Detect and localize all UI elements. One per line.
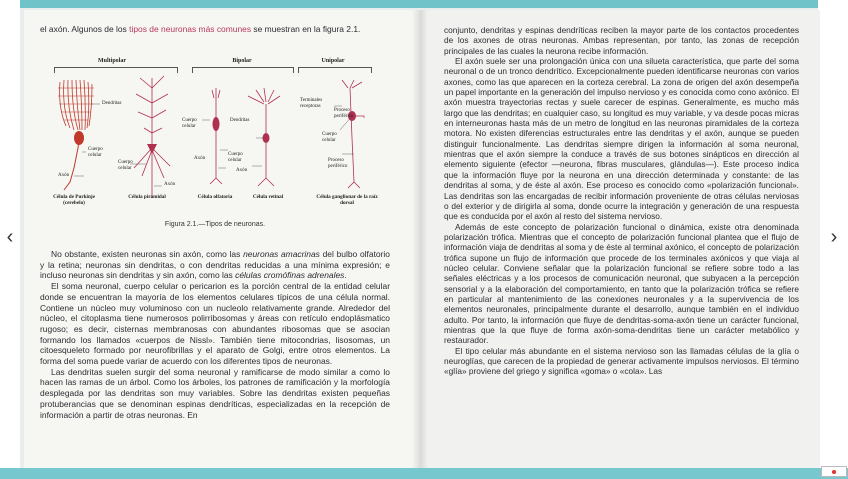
book-gutter [412, 10, 428, 468]
group-header-bipolar: Bipolar [232, 58, 252, 64]
label-axon-a: Axón [58, 173, 70, 178]
viewer-top-bar [0, 0, 848, 8]
name-ganglionar: Célula ganglionar de la raíz dorsal [316, 194, 378, 207]
name-piramidal: Célula piramidal [128, 194, 166, 200]
pyramidal-cell-drawing [134, 76, 170, 198]
label-axon-c: Axón [194, 156, 206, 161]
paragraph: Además de este concepto de polarización funcional o dinámica, existe otra denominada polarización trófica. Mientras que el concepto de polarización funcional plantea que el flujo de información viaja de dendritas al soma y de éste al terminal axónico, el concepto de polarización trófica supone un flujo de información que procede de los terminales axónicos y que viaja al núcleo celular. Conviene señalar que la polarización funcional se refiere sobre todo a las señales eléctricas y a los procesos de comunicación neuronal, que subyacen a la percepción sensorial y a la elaboración del comportamiento, en tanto que la polarización trófica se refiere en particular al mantenimiento de las conexiones neuronales y a la supervivencia de los elementos neuronales, principalmente durante el desarrollo, aunque también en el individuo adulto. Por tanto, la información que fluye de dendritas-soma-axón tiene un carácter funcional, mientras que la que fluye de forma axón-soma-dendritas tiene un carácter metabólico y restaurador. [444, 221, 799, 346]
olfactory-cell-drawing [210, 88, 222, 184]
label-dendritas-c: Dendritas [230, 118, 250, 123]
name-purkinje: Célula de Purkinje (cerebelo) [53, 194, 95, 207]
left-body-text [40, 249, 390, 420]
label-cuerpo-celular-e: Cuerpo celular [322, 132, 337, 143]
figure-caption: Figura 2.1.—Tipos de neuronas. [164, 221, 266, 228]
paragraph: No obstante, existen neuronas sin axón, como las neuronas amacrinas del bulbo olfatorio y la retina; neuronas sin dendritas, o con dendritas reducidas a una mínima expresión; e incluso neuronas sin dendritas y sin axón, como las células cromófinas adrenales. [40, 249, 390, 281]
name-retinal: Célula retinal [252, 194, 284, 200]
viewer-logo-badge [821, 466, 847, 477]
right-body-text [444, 25, 799, 377]
group-header-unipolar: Unipolar [321, 58, 345, 64]
next-page-button[interactable]: › [830, 226, 838, 248]
label-dendritas-a: Dendritas [102, 101, 122, 106]
paragraph: Las dendritas suelen surgir del soma neuronal y ramificarse de modo similar a como lo hacen las ramas de un árbol. Como los árboles, los patrones de ramificación y la morfología desplegada por las dendritas son muy variables. Sobre las dendritas existen pequeñas protuberancias que se denominan espinas dendríticas, especializadas en la recepción de información a partir de otras neuronas. En [40, 366, 390, 420]
label-proceso-periferico-a: Proceso periférico [334, 108, 354, 119]
label-cuerpo-celular-b: Cuerpo celular [118, 160, 133, 171]
retinal-cell-drawing [248, 88, 280, 186]
paragraph: El tipo celular más abundante en el sistema nervioso son las llamadas células de la glía o neuroglías, que carecen de la propiedad de generar activamente impulsos nerviosos. El término «glía» proviene del griego y significa «goma» o «cola». Las [444, 345, 799, 377]
label-terminales-receptoras: Terminales receptoras [300, 98, 323, 109]
left-intro-paragraph: el axón. Algunos de los tipos de neuronas más comunes se muestran en la figura 2.1. [40, 24, 361, 34]
paragraph: El axón suele ser una prolongación única con una silueta característica, que parte del soma neuronal o de un tronco dendrítico. Excepcionalmente pueden identificarse neuronas con varios axones, como las que aparecen en la corteza cerebral. La zona de origen del axón desempeña un papel importante en la generación del impulso nervioso y es conocida como cono axónico. El axón muestra trayectorias rectas y suele carecer de espinas. Generalmente, es mucho más largo que las dendritas; en cualquier caso, su longitud es muy variable, y va desde pocas micras en interneuronas hasta más de un metro de longitud en las neuronas piramidales de la corteza motora. No existen diferencias estructurales entre las dendritas y el axón, aunque se pueden distinguir funcionalmente. Las dendritas siempre dirigen la información al soma neuronal, mientras que el axón siempre la conduce a través de sus botones sinápticos en dirección al elemento siguiente (efector —neurona, fibras musculares, glándulas—). Este proceso indica que la información fluye por la neurona en una dirección determinada y constante: de las dendritas al soma, y de éste al axón. Ese proceso es conocido como «polarización funcional». Las dendritas son las encargadas de recibir información proveniente de otras células nerviosas o del exterior y de dirigirla al soma, donde ocurre la integración y generación de una respuesta que es conducida por el axón al resto del sistema nervioso. [444, 56, 799, 222]
dorsal-root-ganglion-drawing [342, 80, 364, 188]
previous-page-button[interactable]: ‹ [6, 226, 14, 248]
viewer-bottom-bar [0, 468, 848, 479]
keyword-highlight: tipos de neuronas más comunes [129, 24, 252, 34]
group-header-multipolar: Multipolar [98, 58, 126, 64]
label-axon-b: Axón [164, 182, 176, 187]
neuron-types-figure [52, 58, 382, 213]
label-proceso-periferico-b: Proceso periférico [328, 158, 348, 169]
label-axon-d: Axón [236, 168, 248, 173]
label-cuerpo-celular-d: Cuerpo celular [228, 152, 243, 163]
paragraph: El soma neuronal, cuerpo celular o pericarion es la porción central de la entidad celular donde se encuentran la mayoría de los elementos celulares típicos de una célula normal. Contiene un núcleo muy voluminoso con un nucleolo relativamente grande. Alrededor del núcleo, el citoplasma tiene numerosos polirribosomas y áreas con retículo endoplásmatico rugoso; es decir, cisternas membranosas con abundantes ribosomas que se asocian formando los llamados «cuerpos de Nissl». También tiene mitocondrias, lisosomas, un citoesqueleto formado por neurofibrillas y el aparato de Golgi, entre otros elementos. La forma del soma puede variar de acuerdo con los diferentes tipos de neuronas. [40, 281, 390, 367]
paragraph: conjunto, dendritas y espinas dendríticas reciben la mayor parte de los contactos procedentes de los axones de otras neuronas. Ambas representan, por tanto, las zonas de recepción principales de las cuales la neurona recibe información. [444, 25, 799, 56]
label-cuerpo-celular-c: Cuerpo celular [182, 118, 197, 129]
logo-dot-icon [832, 470, 836, 474]
label-cuerpo-celular-a: Cuerpo celular [88, 147, 103, 158]
name-olfatoria: Célula olfatoria [197, 194, 233, 200]
